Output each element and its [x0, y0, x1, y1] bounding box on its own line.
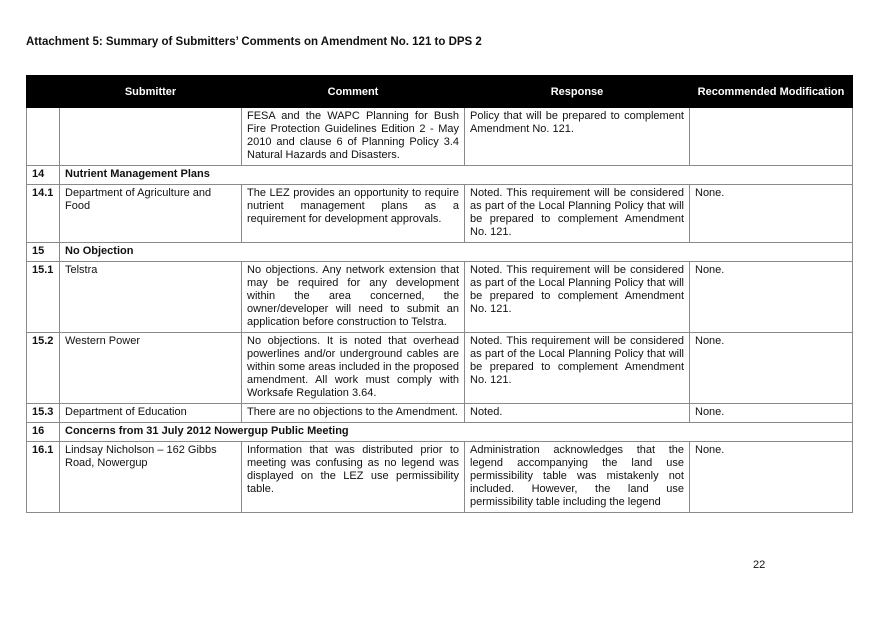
cell-response: Policy that will be prepared to complement Amendment No. 121.: [465, 108, 690, 166]
cell-comment: Information that was distributed prior to meeting was confusing as no legend was displayed on the LEZ use permissibility table.: [242, 442, 465, 513]
table-row: [27, 185, 853, 243]
cell-submitter: Department of Agriculture and Food: [60, 185, 242, 243]
section-number: 15: [27, 243, 60, 262]
cell-comment: No objections. Any network extension that may be required for any development within the area concerned, the owner/developer will need to submit an application before construction to Telstra.: [242, 262, 465, 333]
cell-comment: No objections. It is noted that overhead powerlines and/or underground cables are within some areas included in the proposed amendment. All work must comply with Worksafe Regulation 3.64.: [242, 333, 465, 404]
cell-number: 15.1: [27, 262, 60, 333]
cell-submitter: Telstra: [60, 262, 242, 333]
section-label: Nutrient Management Plans: [60, 166, 853, 185]
cell-response: Noted.: [465, 404, 690, 423]
header-submitter: Submitter: [60, 76, 242, 108]
cell-modification: None.: [690, 404, 853, 423]
section-label: No Objection: [60, 243, 853, 262]
cell-number: 16.1: [27, 442, 60, 513]
section-row: [27, 166, 853, 185]
cell-submitter: Department of Education: [60, 404, 242, 423]
section-number: 14: [27, 166, 60, 185]
cell-modification: None.: [690, 262, 853, 333]
cell-number: 15.2: [27, 333, 60, 404]
cell-modification: None.: [690, 442, 853, 513]
header-response: Response: [465, 76, 690, 108]
header-modification: Recommended Modification: [690, 76, 853, 108]
table-row: [27, 262, 853, 333]
table-row: [27, 333, 853, 404]
cell-response: Noted. This requirement will be considered as part of the Local Planning Policy that will be prepared to complement Amendment No. 121.: [465, 262, 690, 333]
table-row: [27, 404, 853, 423]
cell-number: 14.1: [27, 185, 60, 243]
cell-modification: None.: [690, 333, 853, 404]
section-label: Concerns from 31 July 2012 Nowergup Public Meeting: [60, 423, 853, 442]
cell-modification: None.: [690, 185, 853, 243]
cell-modification: [690, 108, 853, 166]
cell-comment: FESA and the WAPC Planning for Bush Fire Protection Guidelines Edition 2 - May 2010 and clause 6 of Planning Policy 3.4 Natural Hazards and Disasters.: [242, 108, 465, 166]
cell-submitter: Lindsay Nicholson – 162 Gibbs Road, Nowergup: [60, 442, 242, 513]
cell-submitter: [60, 108, 242, 166]
header-number: [27, 76, 60, 108]
page-title: Attachment 5: Summary of Submitters’ Comments on Amendment No. 121 to DPS 2: [26, 36, 482, 48]
page-number: 22: [753, 559, 766, 571]
cell-response: Noted. This requirement will be considered as part of the Local Planning Policy that will be prepared to complement Amendment No. 121.: [465, 333, 690, 404]
table-row: [27, 108, 853, 166]
submissions-table: [26, 75, 853, 513]
cell-response: Administration acknowledges that the legend accompanying the land use permissibility table was mistakenly not included. However, the land use permissibility table including the legend: [465, 442, 690, 513]
cell-number: 15.3: [27, 404, 60, 423]
cell-comment: There are no objections to the Amendment.: [242, 404, 465, 423]
section-row: [27, 243, 853, 262]
cell-submitter: Western Power: [60, 333, 242, 404]
cell-comment: The LEZ provides an opportunity to require nutrient management plans as a requirement for development approvals.: [242, 185, 465, 243]
section-number: 16: [27, 423, 60, 442]
cell-response: Noted. This requirement will be considered as part of the Local Planning Policy that will be prepared to complement Amendment No. 121.: [465, 185, 690, 243]
header-comment: Comment: [242, 76, 465, 108]
table-row: [27, 442, 853, 513]
cell-number: [27, 108, 60, 166]
table-header-row: [27, 76, 853, 108]
section-row: [27, 423, 853, 442]
